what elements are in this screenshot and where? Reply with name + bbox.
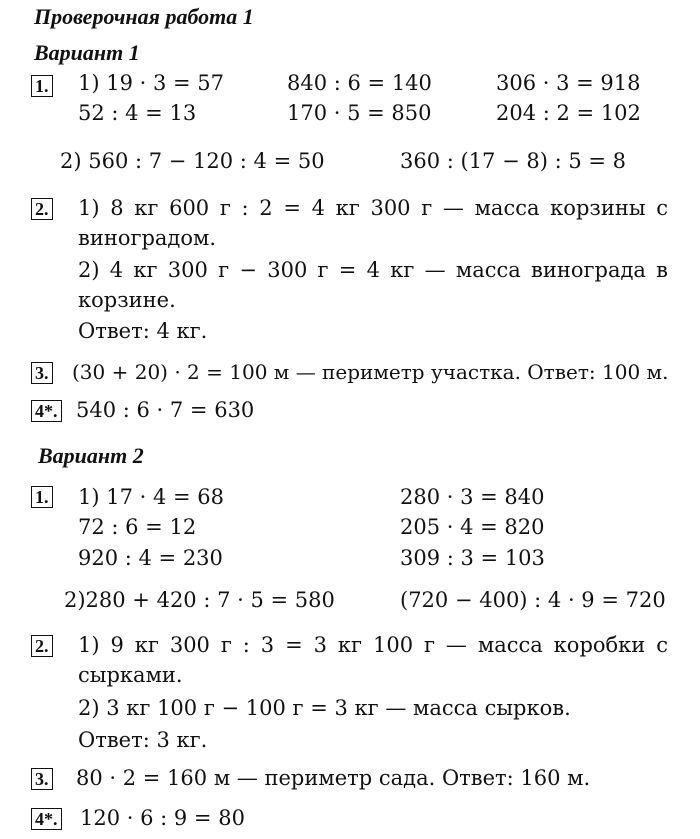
v1-t2-line: 2) 4 кг 300 г − 300 г = 4 кг — масса винограда в (78, 258, 668, 282)
v1-t1-part2: 2) 560 : 7 − 120 : 4 = 50 (60, 149, 325, 173)
v2-t1-expr: 920 : 4 = 230 (78, 546, 223, 570)
task-1-number: 1. (31, 486, 53, 508)
v1-t3-text: (30 + 20) · 2 = 100 м — периметр участка. Ответ: 100 м. (72, 360, 669, 384)
v2-t1-expr: 1) 17 · 4 = 68 (78, 485, 225, 509)
v2-t1-expr: 309 : 3 = 103 (400, 546, 545, 570)
v1-t1-expr: 840 : 6 = 140 (287, 71, 432, 95)
v2-t1-expr: 72 : 6 = 12 (78, 515, 197, 539)
v1-t1-expr: 170 · 5 = 850 (287, 101, 432, 125)
v2-t2-answer: Ответ: 3 кг. (78, 728, 208, 752)
v1-t2-answer: Ответ: 4 кг. (78, 319, 208, 343)
task-4-number: 4*. (31, 808, 62, 830)
variant-2-heading: Вариант 2 (38, 443, 144, 468)
v2-t1-expr: 205 · 4 = 820 (400, 515, 545, 539)
v2-t2-line: 2) 3 кг 100 г − 100 г = 3 кг — масса сырков. (78, 696, 571, 720)
v1-t4-text: 540 : 6 · 7 = 630 (76, 398, 255, 422)
page-title: Проверочная работа 1 (34, 4, 254, 29)
v2-t3-text: 80 · 2 = 160 м — периметр сада. Ответ: 160 м. (76, 766, 591, 790)
task-2-number: 2. (31, 635, 53, 657)
v1-t2-line: корзине. (78, 288, 176, 312)
v1-t1-expr: 1) 19 · 3 = 57 (78, 71, 225, 95)
task-2-number: 2. (31, 198, 53, 220)
v2-t4-text: 120 · 6 : 9 = 80 (80, 806, 245, 830)
v1-t2-line: 1) 8 кг 600 г : 2 = 4 кг 300 г — масса корзины с (78, 196, 668, 220)
task-3-number: 3. (31, 768, 53, 790)
task-1-number: 1. (31, 75, 53, 97)
v1-t1-expr: 52 : 4 = 13 (78, 101, 197, 125)
v2-t1-part2: 2)280 + 420 : 7 · 5 = 580 (64, 588, 335, 612)
v2-t2-line: 1) 9 кг 300 г : 3 = 3 кг 100 г — масса коробки с (78, 633, 668, 657)
v2-t2-line: сырками. (78, 663, 183, 687)
v2-t1-part2: (720 − 400) : 4 · 9 = 720 (400, 588, 666, 612)
task-4-number: 4*. (31, 400, 62, 422)
variant-1-heading: Вариант 1 (34, 40, 140, 65)
v1-t1-part2: 360 : (17 − 8) : 5 = 8 (400, 149, 627, 173)
v1-t1-expr: 306 · 3 = 918 (496, 71, 641, 95)
v2-t1-expr: 280 · 3 = 840 (400, 485, 545, 509)
v1-t1-expr: 204 : 2 = 102 (496, 101, 641, 125)
v1-t2-line: виноградом. (78, 226, 217, 250)
task-3-number: 3. (31, 362, 53, 384)
